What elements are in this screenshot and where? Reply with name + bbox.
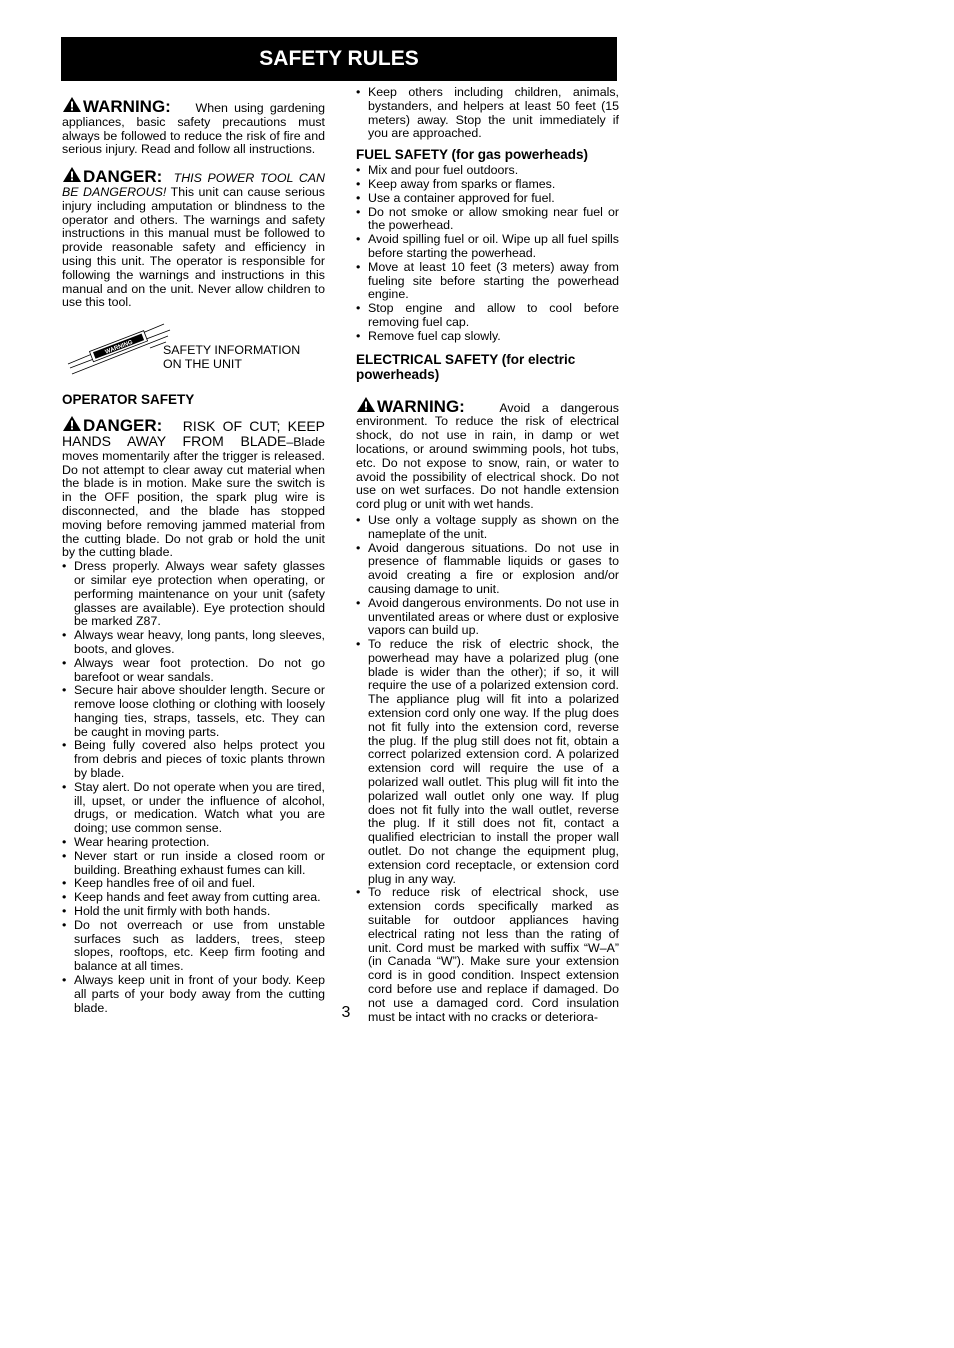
warning-label: WARNING: — [377, 396, 465, 416]
list-item: • Dress properly. Always wear safety glasses or similar eye protection when operating, or performing maintenance on your unit (safety glasses are available). Eye protection should be marked Z87. — [62, 560, 325, 629]
list-item: • Being fully covered also helps protect you from debris and pieces of toxic plants thrown by blade. — [62, 739, 325, 780]
warning-electrical — [356, 396, 619, 512]
right-column — [356, 86, 619, 1024]
danger-italic-text: THIS POWER TOOL CAN BE DANGEROUS! — [62, 171, 326, 199]
list-item: • Avoid spilling fuel or oil. Wipe up all fuel spills before starting the powerhead. — [356, 233, 619, 261]
list-item: • Hold the unit firmly with both hands. — [62, 905, 325, 919]
list-item: • Always wear foot protection. Do not go barefoot or wear sandals. — [62, 657, 325, 685]
list-item: • Avoid dangerous environments. Do not use in unventilated areas or where dust or explosive vapors can build up. — [356, 597, 619, 638]
list-item: • Always keep unit in front of your body. Keep all parts of your body away from the cutting blade. — [62, 974, 325, 1015]
warning-tag-figure — [62, 322, 325, 386]
list-item: • Keep hands and feet away from cutting area. — [62, 891, 325, 905]
alert-triangle-icon — [62, 166, 82, 183]
list-item: • Keep others including children, animals, bystanders, and helpers at least 50 feet (15 meters) away. Stop the unit immediately if you are approached. — [356, 86, 619, 141]
warning-label: WARNING: — [83, 97, 171, 116]
list-item: • To reduce the risk of electric shock, the powerhead may have a polarized plug (one blade is wider than the other); if so, it will require the use of a polarized extension cord. The appliance plug will fit into a polarized extension cord only one way. If the plug does not fit fully into the extension cord, reverse the plug. If the plug still does not fit, obtain a correct polarized extension cord. A polarized extension cord will require the use of a polarized wall outlet. This plug will fit into the polarized wall outlet only one way. If plug does not fit fully into the wall outlet, reverse the plug. If it still does not fit, contact a qualified electrician to install the proper wall outlet. Do not change the equipment plug, extension cord receptacle, or extension cord plug in any way. — [356, 638, 619, 886]
bystander-bullets — [356, 86, 619, 141]
list-item: • Never start or run inside a closed room or building. Breathing exhaust fumes can kill. — [62, 850, 325, 878]
list-item: • Keep away from sparks or flames. — [356, 178, 619, 192]
page-number: 3 — [341, 1004, 351, 1021]
danger-label: DANGER: — [83, 167, 163, 187]
danger-text: –Blade moves momentarily after the trigger is released. Do not attempt to clear away cut material when the blade is in motion. Make sure the switch is in the OFF position, the spark plug wire is disconnected, and the blade has stopped moving before removing jammed material from the cutting blade. Do not grab or hold the unit by the cutting blade. — [62, 434, 325, 560]
tag-caption-line: ON THE UNIT — [163, 356, 242, 371]
list-item: • Move at least 10 feet (3 meters) away from fueling site before starting the powerhead engine. — [356, 261, 619, 302]
alert-triangle-icon — [62, 415, 82, 432]
list-item: • Do not overreach or use from unstable surfaces such as ladders, trees, steep slopes, rooftops, etc. Keep firm footing and balance at all times. — [62, 919, 325, 974]
list-item: • Use a container approved for fuel. — [356, 192, 619, 206]
danger-text: This unit can cause serious injury including amputation or blindness to the operator and others. The warnings and safety instructions in this manual must be followed to provide reasonable safety and efficiency in using this unit. The operator is responsible for following the warnings and instructions in this manual and on the unit. Never allow children to use this tool. — [62, 184, 326, 310]
page-title: SAFETY RULES — [259, 47, 419, 70]
electrical-safety-title: ELECTRICAL SAFETY (for electric powerheads) — [356, 351, 576, 382]
list-item: • Stop engine and allow to cool before removing fuel cap. — [356, 302, 619, 330]
operator-bullets — [62, 560, 325, 1015]
danger-caps-text: RISK OF CUT; KEEP HANDS AWAY FROM BLADE — [62, 418, 326, 449]
tag-label: WARNING — [104, 339, 134, 356]
warning-tag-illustration — [66, 322, 176, 384]
list-item: • To reduce risk of electrical shock, use extension cords specifically marked as suitable for outdoor appliances having electrical rating not less than the rating of unit. Cord must be marked with suffix “W–A” (in Canada “W”). Make sure your extension cord is in good condition. Inspect extension cord before use and replace if damaged. Do not use a damaged cord. Cord insulation must be intact with no cracks or deteriora- — [356, 886, 619, 1024]
warning-text: When using gardening appliances, basic safety precautions must always be followed to reduce the risk of fire and serious injury. Read and follow all instructions. — [62, 101, 325, 157]
list-item: • Always wear heavy, long pants, long sleeves, boots, and gloves. — [62, 629, 325, 657]
warning-text: Avoid a dangerous environment. To reduce the risk of electrical shock, do not use in rain, in damp or wet locations, or around swimming pools, hot tubs, etc. Do not expose to snow, rain, or water to avoid the possibility of electrical shock. Do not use on wet surfaces. Do not handle extension cord plug or unit with wet hands. — [356, 400, 619, 512]
left-column — [62, 96, 325, 1015]
electrical-bullets — [356, 514, 619, 1024]
list-item: • Keep handles free of oil and fuel. — [62, 877, 325, 891]
list-item: • Wear hearing protection. — [62, 836, 325, 850]
list-item: • Secure hair above shoulder length. Secure or remove loose clothing or clothing with loosely hanging ties, straps, tassels, etc. They can be caught in moving parts. — [62, 684, 325, 739]
operator-safety-title: OPERATOR SAFETY — [62, 392, 195, 408]
list-item: • Stay alert. Do not operate when you are tired, ill, upset, or under the influence of alcohol, drugs, or medication. Watch what you are doing; use common sense. — [62, 781, 325, 836]
list-item: • Avoid dangerous situations. Do not use in presence of flammable liquids or gases to avoid creating a fire or explosion and/or causing damage to unit. — [356, 542, 619, 597]
list-item: • Do not smoke or allow smoking near fuel or the powerhead. — [356, 206, 619, 234]
list-item: • Remove fuel cap slowly. — [356, 330, 619, 344]
fuel-bullets — [356, 164, 619, 343]
tag-caption — [163, 344, 300, 371]
list-item: • Use only a voltage supply as shown on the nameplate of the unit. — [356, 514, 619, 542]
danger-blade — [62, 415, 325, 560]
danger-intro — [62, 166, 325, 310]
warning-intro — [62, 96, 325, 157]
danger-label: DANGER: — [83, 416, 163, 436]
fuel-safety-title: FUEL SAFETY (for gas powerheads) — [356, 147, 589, 163]
tag-caption-line: SAFETY INFORMATION — [163, 343, 301, 358]
alert-triangle-icon — [62, 96, 82, 113]
alert-triangle-icon — [356, 396, 376, 413]
page-header — [61, 37, 617, 81]
list-item: • Mix and pour fuel outdoors. — [356, 164, 619, 178]
